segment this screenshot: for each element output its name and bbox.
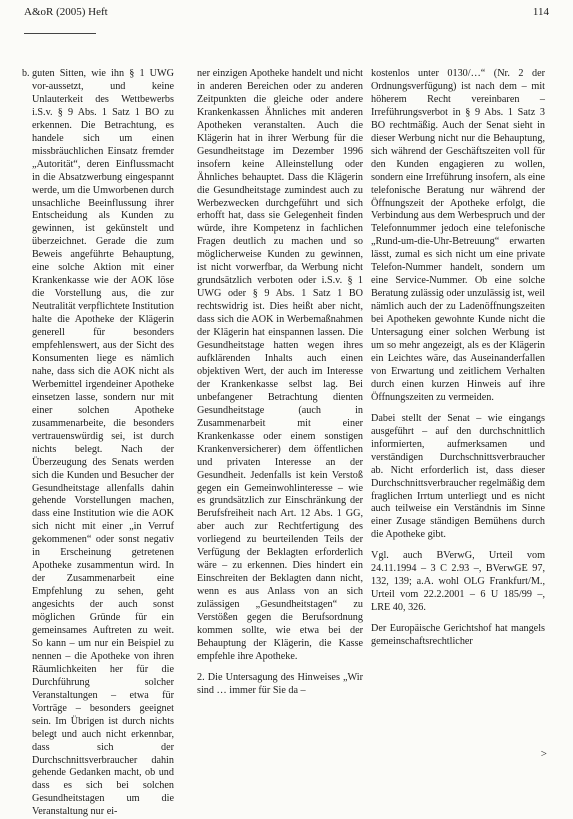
continue-arrow-icon: > bbox=[540, 748, 547, 760]
journal-title: A&oR (2005) Heft bbox=[24, 6, 108, 18]
column-middle bbox=[197, 68, 363, 698]
header-rule bbox=[24, 33, 96, 34]
column-right bbox=[371, 68, 545, 649]
citation: Vgl. auch BVerwG, Urteil vom 24.11.1994 – 3 C 2.93 –, BVerwGE 97, 132, 139; a.A. wohl OLG Frankfurt/M., Urteil vom 22.2.2001 – 6 U 185/99 –, LRE 40, 326. bbox=[371, 550, 545, 614]
paragraph: 2. Die Untersagung des Hinweises „Wir sind … immer für Sie da – bbox=[197, 671, 363, 696]
paragraph: guten Sitten, wie ihn § 1 UWG vor-aussetzt, und keine Unlauterkeit des Wettbewerbs i.S.v. § 9 Abs. 1 Satz 1 BO zu erkennen. Die Betrachtung, es handele sich um einen missbräuchlichen Einsatz fremder „Autorität“, deren Einflussmacht in die Absatzwerbung eingespannt werde, um die Umworbenen durch unsachliche Beeinflussung ihrer Entscheidung als Kunden zu gewinnen, ist gekünstelt und überzeichnet. Gerade die zum Beweis angeführte Behauptung, eine solche Aktion mit einer Krankenkasse wie der AOK löse die Vorstellung aus, die zur Neutralität verpflichtete Institution halte die Apotheke der Klägerin generell für besonders empfehlenswert, aus der Sicht des Konsumenten liege es nämlich nahe, dass sich die AOK nicht als Werbemittel irgendeiner Apotheke einsetzen lasse, sondern nur mit einer solchen Apotheke zusammenarbeite, die besonders vertrauenswürdig sei, ist durch nichts belegt. Nach der Überzeugung des Senats werden sich die Kunden und Besucher der Gesundheitstage allenfalls dahin gehende Vorstellungen machen, dass eine Institution wie die AOK sich nicht mit einer „in Verruf gekommenen“ oder sonst negativ in Erscheinung getretenen Apotheke zusammentun wird. In der Zusammenarbeit eine Empfehlung zu sehen, geht angesichts der auch sonst möglichen Gründe für ein gemeinsames Auftreten zu weit. So kann – um nur ein Beispiel zu nennen – die Apotheke von ihren Räumlichkeiten her für die Durchführung solcher Veranstaltungen – etwa für Vorträge – besonders geeignet sein. Im Übrigen ist durch nichts belegt und auch nicht erkennbar, dass sich der Durchschnittsverbraucher dahin gehende Gedanken macht, ob und dass es sich bei solchen Gesundheitstagen um die Veranstaltung nur ei- bbox=[32, 68, 175, 818]
margin-marker: b. bbox=[22, 68, 30, 79]
paragraph: Der Europäische Gerichtshof hat mangels gemeinschaftsrechtlicher bbox=[371, 623, 545, 648]
paragraph: kostenlos unter 0130/…“ (Nr. 2 der Ordnungsverfügung) ist nach dem – mit höherem Recht vereinbaren – Irreführungsverbot in § 9 Abs. 1 Satz 3 BO rechtmäßig. Auch der Senat sieht in dieser Werbung nicht nur die Behauptung, sich während der Geschäftszeiten voll für den Kunden engagieren zu wollen, sondern eine Irreführung insofern, als eine telefonische Beratung nur während der Öffnungszeit der Apotheke erfolgt, die Verbindung aus dem Werbespruch und der Telefonnummer jedoch eine telefonische „Rund-um-die-Uhr-Betreuung“ erwarten lässt, zumal es sich nicht um eine private Telefon-Nummer handelt, sondern um eine Service-Nummer. Ob eine solche Beratung zulässig oder unzulässig ist, weil nämlich auch der zu Ladenöffnungszeiten bei Apotheken gewohnte Kunde nicht die Untersagung einer solchen Werbung ist um so mehr angezeigt, als es der Klägerin ein Leichtes wäre, das Auseinanderfallen von Erwartung und zeitlichem Verhalten durch einen kurzen Hinweis auf ihre Öffnungszeiten zu vermeiden. bbox=[371, 68, 545, 403]
paragraph: Dabei stellt der Senat – wie eingangs ausgeführt – auf den durchschnittlich informierten, aufmerksamen und verständigen Durchschnittsverbraucher ab. Nicht erforderlich ist, dass dieser Durchschnittsverbraucher regelmäßig dem fraglichen Irrtum unterliegt und es nicht auch teilweise ein Verständnis im Sinne einer Zusage ständigen Bemühens durch die Apotheke gibt. bbox=[371, 412, 545, 541]
page-number: 114 bbox=[532, 6, 549, 18]
column-left bbox=[32, 68, 174, 819]
running-header bbox=[24, 2, 549, 22]
paragraph: ner einzigen Apotheke handelt und nicht in anderen Bereichen oder zu anderen Zeitpunkten die gleiche oder andere Krankenkassen Ähnliches mit anderen Apotheken veranstalten. Auch die Klägerin hat in ihrer Werbung für die Gesundheitstage im Dezember 1996 insofern keine Alleinstellung oder Ähnliches behauptet. Dass die Klägerin die Gesundheitstage zumindest auch zu Werbezwecken durchgeführt und sich erhofft hat, dass sie Gelegenheit finden würde, ihre Kompetenz in fachlichen Fragen deutlich zu machen und so möglicherweise Kunden zu gewinnen, ist nicht vorwerfbar, da Werbung nicht grundsätzlich verboten oder i.S.v. § 1 UWG oder § 9 Abs. 1 Satz 1 BO rechtswidrig ist. Dies heißt aber nicht, dass sich die AOK in Werbemaßnahmen der Klägerin hat einspannen lassen. Die Gesundheitstage hatten wegen ihres aufklärenden Inhalts auch einen objektiven Wert, der auch im Interesse der Krankenkasse selbst lag. Bei unbefangener Betrachtung dienten Gesundheitstage (auch in Zusammenarbeit mit einer Krankenkasse oder einem sonstigen Krankenversicherer) dem öffentlichen und privaten Interesse an der Gesundheit. Jedenfalls ist kein Verstoß gegen ein Gemeinwohlinteresse – wie es grundsätzlich zur Einschränkung der Berufsfreiheit nach Art. 12 Abs. 1 GG, aber auch zur Rechtfertigung des vorliegend zu beurteilenden Teils der Verfügung der Beklagten erforderlich wäre – zu erkennen. Dies hindert ein Einschreiten der Beklagten dann nicht, wenn es aus Anlass von an sich zulässigen „Gesundheitstagen“ zu Verstößen gegen die Berufsordnung kommen sollte, wie etwa bei der Behauptung der Klägerin, die Kasse empfehle ihre Apotheke. bbox=[197, 68, 363, 662]
